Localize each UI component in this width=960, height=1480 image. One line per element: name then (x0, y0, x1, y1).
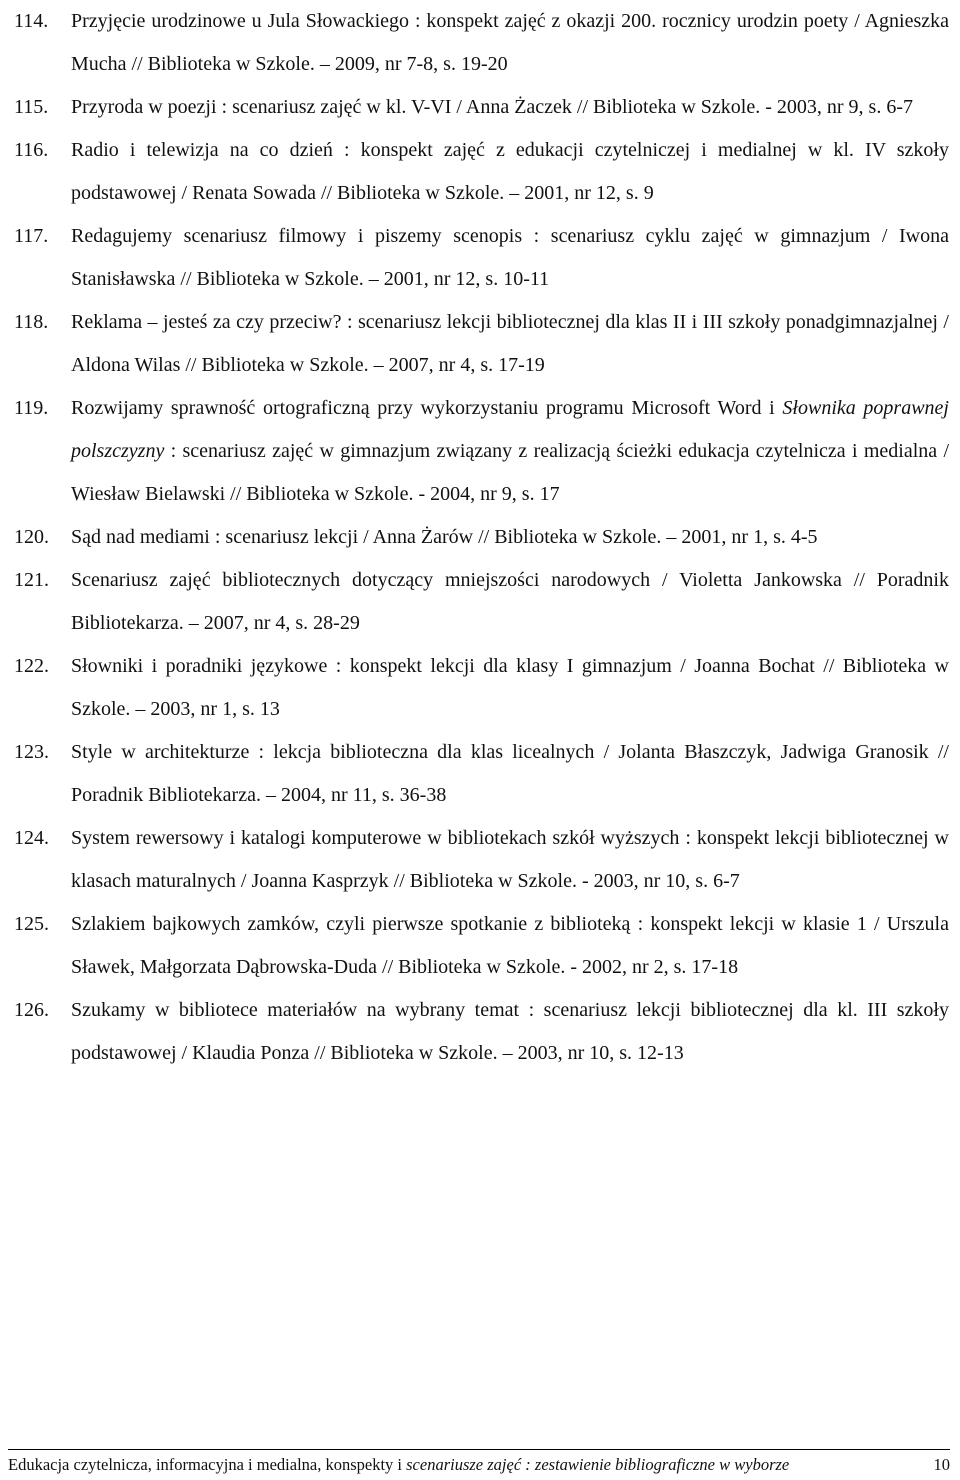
entry-number: 115. (14, 96, 49, 118)
entry-text: Redagujemy scenariusz filmowy i piszemy scenopis : scenariusz cyklu zajęć w gimnazjum / Iwona Stanisławska // Biblioteka w Szkole. – 2001, nr 12, s. 10-11 (71, 225, 949, 290)
bibliography-entry (14, 989, 949, 1075)
entry-text-end: : scenariusz zajęć w gimnazjum związany z realizacją ścieżki edukacja czytelnicza i medialna / Wiesław Bielawski // Biblioteka w Szkole. - 2004, nr 9, s. 17 (71, 440, 949, 505)
entry-text: Przyjęcie urodzinowe u Jula Słowackiego : konspekt zajęć z okazji 200. rocznicy urodzin poety / Agnieszka Mucha // Biblioteka w Szkole. – 2009, nr 7-8, s. 19-20 (71, 10, 949, 75)
entry-number: 123. (14, 741, 49, 763)
entry-text: Przyroda w poezji : scenariusz zajęć w kl. V-VI / Anna Żaczek // Biblioteka w Szkole. - 2003, nr 9, s. 6-7 (71, 96, 914, 118)
entry-number: 120. (14, 526, 49, 548)
entry-text: Radio i telewizja na co dzień : konspekt zajęć z edukacji czytelniczej i medialnej w kl. IV szkoły podstawowej / Renata Sowada // Biblioteka w Szkole. – 2001, nr 12, s. 9 (71, 139, 949, 204)
bibliography-entry (14, 731, 949, 817)
entry-number: 122. (14, 655, 49, 677)
entry-text: Szukamy w bibliotece materiałów na wybrany temat : scenariusz lekcji bibliotecznej dla kl. III szkoły podstawowej / Klaudia Ponza // Biblioteka w Szkole. – 2003, nr 10, s. 12-13 (71, 999, 949, 1064)
bibliography-entry (14, 645, 949, 731)
entry-text (71, 387, 949, 516)
bibliography-entry (14, 516, 949, 559)
entry-number: 125. (14, 913, 49, 935)
entry-number: 117. (14, 225, 49, 247)
entry-text: System rewersowy i katalogi komputerowe w bibliotekach szkół wyższych : konspekt lekcji bibliotecznej w klasach maturalnych / Joanna Kasprzyk // Biblioteka w Szkole. - 2003, nr 10, s. 6-7 (71, 827, 949, 892)
bibliography-entry (14, 215, 949, 301)
page-footer (8, 1449, 950, 1476)
bibliography-entry (14, 559, 949, 645)
bibliography-entry (14, 387, 949, 516)
entry-number: 116. (14, 139, 49, 161)
page-number: 10 (933, 1455, 950, 1474)
entry-number: 118. (14, 311, 49, 333)
bibliography-entry (14, 817, 949, 903)
entry-number: 124. (14, 827, 49, 849)
entry-text: Szlakiem bajkowych zamków, czyli pierwsze spotkanie z biblioteką : konspekt lekcji w klasie 1 / Urszula Sławek, Małgorzata Dąbrowska-Duda // Biblioteka w Szkole. - 2002, nr 2, s. 17-18 (71, 913, 949, 978)
entry-number: 119. (14, 397, 49, 419)
footer-title-start: Edukacja czytelnicza, informacyjna i medialna, konspekty i (8, 1455, 407, 1474)
bibliography-entry (14, 0, 949, 86)
footer-title-italic: scenariusze zajęć : zestawienie bibliograficzne w wyborze (406, 1455, 790, 1474)
bibliography-list (14, 0, 949, 1075)
footer-title (8, 1454, 789, 1476)
entry-text: Sąd nad mediami : scenariusz lekcji / Anna Żarów // Biblioteka w Szkole. – 2001, nr 1, s. 4-5 (71, 526, 818, 548)
entry-number: 114. (14, 10, 49, 32)
entry-text: Style w architekturze : lekcja biblioteczna dla klas licealnych / Jolanta Błaszczyk, Jadwiga Granosik // Poradnik Bibliotekarza. – 2004, nr 11, s. 36-38 (71, 741, 949, 806)
entry-text: Słowniki i poradniki językowe : konspekt lekcji dla klasy I gimnazjum / Joanna Bochat // Biblioteka w Szkole. – 2003, nr 1, s. 13 (71, 655, 949, 720)
entry-text: Scenariusz zajęć bibliotecznych dotyczący mniejszości narodowych / Violetta Jankowska // Poradnik Bibliotekarza. – 2007, nr 4, s. 28-29 (71, 569, 949, 634)
entry-text-start: Rozwijamy sprawność ortograficzną przy wykorzystaniu programu Microsoft Word i (71, 397, 783, 419)
entry-number: 126. (14, 999, 49, 1021)
entry-text: Reklama – jesteś za czy przeciw? : scenariusz lekcji bibliotecznej dla klas II i III szkoły ponadgimnazjalnej / Aldona Wilas // Biblioteka w Szkole. – 2007, nr 4, s. 17-19 (71, 311, 949, 376)
bibliography-entry (14, 129, 949, 215)
bibliography-entry (14, 86, 949, 129)
entry-italic-title: Słownika poprawnej polszczyzny (71, 397, 949, 462)
bibliography-entry (14, 301, 949, 387)
bibliography-entry (14, 903, 949, 989)
entry-number: 121. (14, 569, 49, 591)
